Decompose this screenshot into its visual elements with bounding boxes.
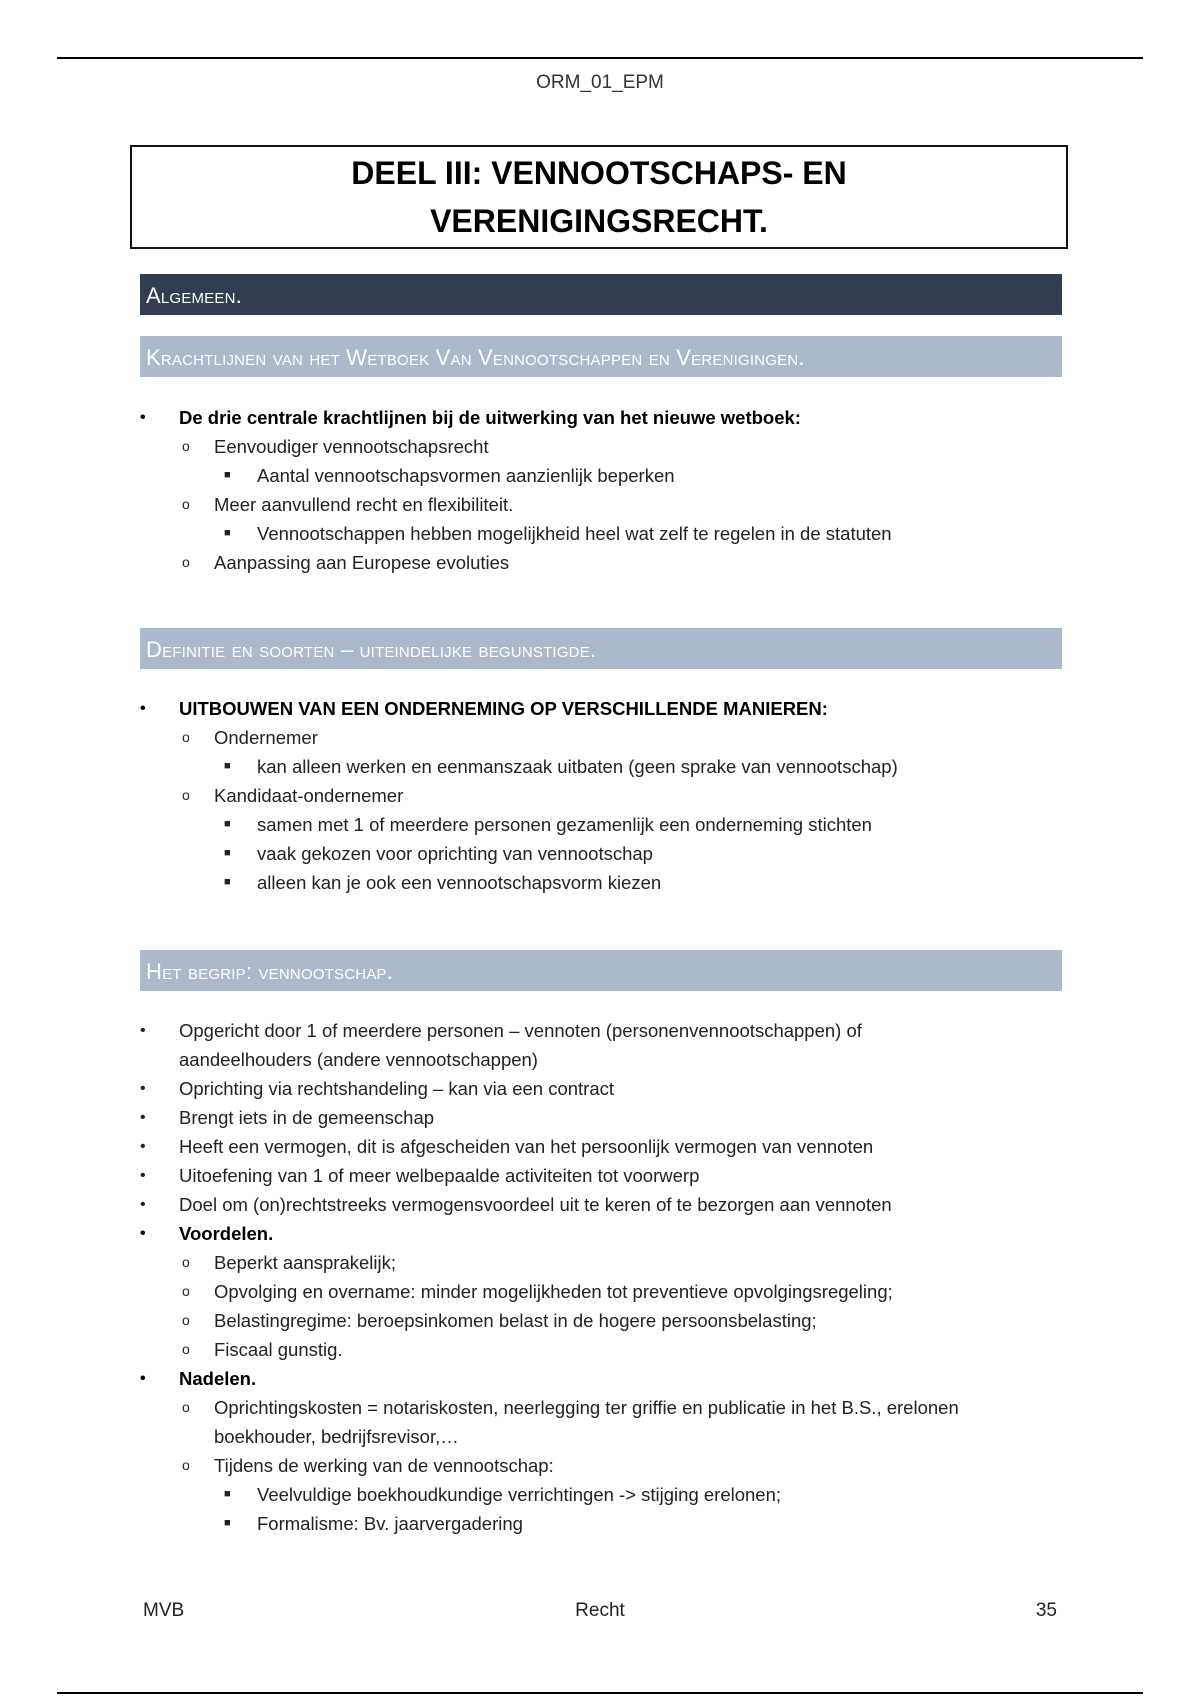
square-marker: ■ [224,847,231,859]
list-item: o Opvolging en overname: minder mogelijkheden tot preventieve opvolgingsregeling; [140,1277,1060,1306]
square-marker: ■ [224,469,231,481]
list-item: ■ alleen kan je ook een vennootschapsvorm kiezen [140,868,1060,897]
list-item: • Doel om (on)rechtstreeks vermogensvoordeel uit te keren of te bezorgen aan vennoten [140,1190,1060,1219]
footer-author: MVB [143,1600,185,1621]
section-definitie [140,694,1060,897]
list-item: • Oprichting via rechtshandeling – kan via een contract [140,1074,1060,1103]
circle-marker: o [182,1283,190,1299]
part-title [130,145,1068,249]
list-item: ■ Vennootschappen hebben mogelijkheid heel wat zelf te regelen in de statuten [140,519,1060,548]
header-rule [57,57,1143,59]
footer-subject: Recht [575,1600,625,1621]
list-item: o Aanpassing aan Europese evoluties [140,548,1060,577]
bullet-marker: • [140,1370,146,1387]
square-marker: ■ [224,818,231,830]
list-item: • De drie centrale krachtlijnen bij de uitwerking van het nieuwe wetboek: [140,403,1060,432]
circle-marker: o [182,1254,190,1270]
bullet-marker: • [140,700,146,717]
heading-algemeen: Algemeen. [140,274,1062,315]
list-item: ■ samen met 1 of meerdere personen gezamenlijk een onderneming stichten [140,810,1060,839]
list-item: ■ Aantal vennootschapsvormen aanzienlijk beperken [140,461,1060,490]
list-item: o Fiscaal gunstig. [140,1335,1060,1364]
heading-definitie: Definitie en soorten – uiteindelijke begunstigde. [140,628,1062,669]
bullet-marker: • [140,1022,146,1039]
part-title-line-1: DEEL III: VENNOOTSCHAPS- EN [351,155,847,191]
circle-marker: o [182,1457,190,1473]
list-item: • Voordelen. [140,1219,1060,1248]
list-item: • UITBOUWEN VAN EEN ONDERNEMING OP VERSCHILLENDE MANIEREN: [140,694,1060,723]
circle-marker: o [182,1341,190,1357]
part-title-line-2: VERENIGINGSRECHT. [430,203,768,239]
circle-marker: o [182,1399,190,1415]
circle-marker: o [182,787,190,803]
square-marker: ■ [224,1517,231,1529]
list-item: ■ kan alleen werken en eenmanszaak uitbaten (geen sprake van vennootschap) [140,752,1060,781]
heading-krachtlijnen: Krachtlijnen van het Wetboek Van Vennootschappen en Verenigingen. [140,336,1062,377]
list-item: • Uitoefening van 1 of meer welbepaalde activiteiten tot voorwerp [140,1161,1060,1190]
section-begrip [140,1016,1060,1538]
bullet-marker: • [140,1138,146,1155]
list-item: o Beperkt aansprakelijk; [140,1248,1060,1277]
list-item: o Oprichtingskosten = notariskosten, neerlegging ter griffie en publicatie in het B.S., erelonen boekhouder, bedrijfsrevisor,… [140,1393,1060,1451]
list-item: o Meer aanvullend recht en flexibiliteit. [140,490,1060,519]
list-item: o Tijdens de werking van de vennootschap: [140,1451,1060,1480]
page-number: 35 [1035,1600,1057,1621]
bullet-marker: • [140,1167,146,1184]
list-item: o Kandidaat-ondernemer [140,781,1060,810]
list-item: • Brengt iets in de gemeenschap [140,1103,1060,1132]
circle-marker: o [182,438,190,454]
bullet-marker: • [140,1196,146,1213]
circle-marker: o [182,729,190,745]
bullet-marker: • [140,1080,146,1097]
square-marker: ■ [224,527,231,539]
list-item: o Belastingregime: beroepsinkomen belast in de hogere persoonsbelasting; [140,1306,1060,1335]
footer-rule [57,1692,1143,1694]
circle-marker: o [182,496,190,512]
square-marker: ■ [224,876,231,888]
circle-marker: o [182,1312,190,1328]
list-item: ■ vaak gekozen voor oprichting van vennootschap [140,839,1060,868]
list-item: • Heeft een vermogen, dit is afgescheiden van het persoonlijk vermogen van vennoten [140,1132,1060,1161]
bullet-marker: • [140,1225,146,1242]
list-item: ■ Veelvuldige boekhoudkundige verrichtingen -> stijging erelonen; [140,1480,1060,1509]
heading-begrip: Het begrip: vennootschap. [140,950,1062,991]
list-item: ■ Formalisme: Bv. jaarvergadering [140,1509,1060,1538]
list-item: o Eenvoudiger vennootschapsrecht [140,432,1060,461]
list-item: • Nadelen. [140,1364,1060,1393]
square-marker: ■ [224,1488,231,1500]
section-krachtlijnen [140,403,1060,577]
circle-marker: o [182,554,190,570]
list-item: • Opgericht door 1 of meerdere personen – vennoten (personenvennootschappen) of aandeelhouders (andere vennootschappen) [140,1016,999,1074]
list-item: o Ondernemer [140,723,1060,752]
bullet-marker: • [140,1109,146,1126]
bullet-marker: • [140,409,146,426]
document-code: ORM_01_EPM [536,72,664,93]
square-marker: ■ [224,760,231,772]
